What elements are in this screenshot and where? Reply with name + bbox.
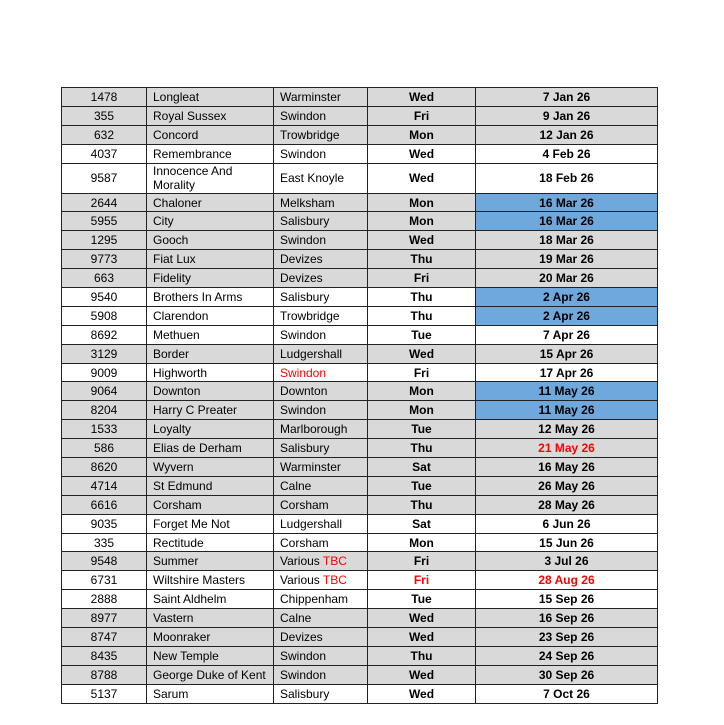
- lodge-number-cell: 9548: [62, 552, 147, 571]
- meeting-date-cell: 7 Apr 26: [476, 325, 658, 344]
- town-cell: [274, 476, 368, 495]
- table-row: [62, 212, 658, 231]
- lodge-name-cell: City: [147, 212, 274, 231]
- town-tbc-note: TBC: [322, 573, 347, 588]
- town-name: Swindon: [280, 108, 327, 123]
- meeting-day-cell: Fri: [368, 363, 476, 382]
- table-row: [62, 552, 658, 571]
- meeting-day-cell: Thu: [368, 306, 476, 325]
- table-row: [62, 193, 658, 212]
- meeting-day-cell: Wed: [368, 88, 476, 107]
- town-cell: [274, 144, 368, 163]
- town-cell: [274, 88, 368, 107]
- meeting-schedule-table: [61, 87, 658, 704]
- town-name: East Knoyle: [280, 171, 345, 186]
- meeting-date-cell: 16 Sep 26: [476, 609, 658, 628]
- town-cell: [274, 344, 368, 363]
- meeting-date-cell: 7 Jan 26: [476, 88, 658, 107]
- town-cell: [274, 306, 368, 325]
- schedule-rows: [62, 88, 658, 704]
- lodge-name-cell: Corsham: [147, 495, 274, 514]
- town-cell: [274, 382, 368, 401]
- lodge-name-cell: Longleat: [147, 88, 274, 107]
- lodge-number-cell: 9035: [62, 514, 147, 533]
- meeting-day-cell: Thu: [368, 646, 476, 665]
- meeting-date-cell: 15 Jun 26: [476, 533, 658, 552]
- meeting-date-cell: 16 Mar 26: [476, 212, 658, 231]
- meeting-date-cell: 20 Mar 26: [476, 269, 658, 288]
- lodge-number-cell: 4714: [62, 476, 147, 495]
- lodge-name-cell: Gooch: [147, 231, 274, 250]
- meeting-day-cell: Fri: [368, 106, 476, 125]
- town-name: Swindon: [280, 327, 327, 342]
- meeting-date-cell: 3 Jul 26: [476, 552, 658, 571]
- town-cell: [274, 514, 368, 533]
- meeting-date-cell: 17 Apr 26: [476, 363, 658, 382]
- table-row: [62, 325, 658, 344]
- meeting-day-cell: Wed: [368, 628, 476, 647]
- lodge-name-cell: Brothers In Arms: [147, 288, 274, 307]
- lodge-number-cell: 335: [62, 533, 147, 552]
- meeting-day-cell: Wed: [368, 344, 476, 363]
- lodge-name-cell: Harry C Preater: [147, 401, 274, 420]
- town-name: Ludgershall: [280, 346, 343, 361]
- town-name: Ludgershall: [280, 516, 343, 531]
- town-cell: [274, 269, 368, 288]
- meeting-day-cell: Fri: [368, 552, 476, 571]
- table-row: [62, 684, 658, 703]
- table-row: [62, 106, 658, 125]
- table-row: [62, 665, 658, 684]
- town-name: Various: [280, 573, 320, 588]
- meeting-date-cell: 28 Aug 26: [476, 571, 658, 590]
- town-cell: [274, 684, 368, 703]
- town-name: Marlborough: [280, 422, 348, 437]
- town-name: Corsham: [280, 497, 329, 512]
- town-cell: [274, 325, 368, 344]
- lodge-name-cell: Methuen: [147, 325, 274, 344]
- lodge-number-cell: 1478: [62, 88, 147, 107]
- lodge-number-cell: 9773: [62, 250, 147, 269]
- meeting-day-cell: Wed: [368, 231, 476, 250]
- town-cell: [274, 439, 368, 458]
- lodge-name-cell: Fiat Lux: [147, 250, 274, 269]
- meeting-date-cell: 4 Feb 26: [476, 144, 658, 163]
- lodge-name-cell: Concord: [147, 125, 274, 144]
- meeting-date-cell: 18 Mar 26: [476, 231, 658, 250]
- lodge-number-cell: 663: [62, 269, 147, 288]
- town-name: Calne: [280, 611, 312, 626]
- table-row: [62, 288, 658, 307]
- meeting-day-cell: Thu: [368, 288, 476, 307]
- table-row: [62, 646, 658, 665]
- town-cell: [274, 628, 368, 647]
- lodge-number-cell: 9587: [62, 163, 147, 193]
- lodge-number-cell: 2644: [62, 193, 147, 212]
- lodge-number-cell: 1533: [62, 420, 147, 439]
- town-name: Swindon: [280, 233, 327, 248]
- meeting-day-cell: Wed: [368, 684, 476, 703]
- table-row: [62, 514, 658, 533]
- town-name: Devizes: [280, 271, 323, 286]
- town-name: Swindon: [280, 365, 327, 380]
- town-cell: [274, 609, 368, 628]
- town-cell: [274, 288, 368, 307]
- lodge-number-cell: 9009: [62, 363, 147, 382]
- meeting-date-cell: 30 Sep 26: [476, 665, 658, 684]
- lodge-number-cell: 9064: [62, 382, 147, 401]
- table-row: [62, 420, 658, 439]
- lodge-name-cell: Downton: [147, 382, 274, 401]
- town-name: Salisbury: [280, 289, 330, 304]
- lodge-name-cell: Rectitude: [147, 533, 274, 552]
- table-row: [62, 306, 658, 325]
- meeting-day-cell: Wed: [368, 163, 476, 193]
- lodge-number-cell: 632: [62, 125, 147, 144]
- town-name: Devizes: [280, 252, 323, 267]
- town-name: Corsham: [280, 535, 329, 550]
- meeting-date-cell: 6 Jun 26: [476, 514, 658, 533]
- table-row: [62, 269, 658, 288]
- lodge-name-cell: Sarum: [147, 684, 274, 703]
- lodge-name-cell: Remembrance: [147, 144, 274, 163]
- lodge-name-cell: Innocence And Morality: [147, 163, 274, 193]
- lodge-number-cell: 2888: [62, 590, 147, 609]
- town-cell: [274, 401, 368, 420]
- meeting-date-cell: 15 Apr 26: [476, 344, 658, 363]
- table-row: [62, 250, 658, 269]
- table-row: [62, 163, 658, 193]
- meeting-day-cell: Tue: [368, 325, 476, 344]
- town-cell: [274, 552, 368, 571]
- meeting-day-cell: Mon: [368, 212, 476, 231]
- lodge-number-cell: 8788: [62, 665, 147, 684]
- town-cell: [274, 212, 368, 231]
- meeting-day-cell: Wed: [368, 144, 476, 163]
- table-row: [62, 125, 658, 144]
- meeting-day-cell: Mon: [368, 193, 476, 212]
- town-name: Swindon: [280, 667, 327, 682]
- lodge-name-cell: Moonraker: [147, 628, 274, 647]
- meeting-date-cell: 12 May 26: [476, 420, 658, 439]
- town-cell: [274, 231, 368, 250]
- lodge-number-cell: 586: [62, 439, 147, 458]
- town-cell: [274, 571, 368, 590]
- town-name: Swindon: [280, 648, 327, 663]
- lodge-name-cell: Loyalty: [147, 420, 274, 439]
- town-cell: [274, 106, 368, 125]
- town-name: Trowbridge: [280, 308, 340, 323]
- lodge-name-cell: Wiltshire Masters: [147, 571, 274, 590]
- meeting-day-cell: Thu: [368, 439, 476, 458]
- table-row: [62, 590, 658, 609]
- lodge-name-cell: Clarendon: [147, 306, 274, 325]
- table-row: [62, 476, 658, 495]
- meeting-day-cell: Sat: [368, 458, 476, 477]
- table-row: [62, 533, 658, 552]
- town-name: Swindon: [280, 403, 327, 418]
- lodge-number-cell: 5137: [62, 684, 147, 703]
- town-name: Devizes: [280, 629, 323, 644]
- lodge-number-cell: 8692: [62, 325, 147, 344]
- table-row: [62, 344, 658, 363]
- meeting-date-cell: 9 Jan 26: [476, 106, 658, 125]
- meeting-date-cell: 2 Apr 26: [476, 306, 658, 325]
- meeting-day-cell: Mon: [368, 533, 476, 552]
- meeting-day-cell: Tue: [368, 476, 476, 495]
- town-cell: [274, 363, 368, 382]
- meeting-day-cell: Wed: [368, 665, 476, 684]
- lodge-number-cell: 8747: [62, 628, 147, 647]
- town-cell: [274, 665, 368, 684]
- lodge-name-cell: Vastern: [147, 609, 274, 628]
- meeting-date-cell: 16 May 26: [476, 458, 658, 477]
- lodge-number-cell: 8435: [62, 646, 147, 665]
- meeting-date-cell: 11 May 26: [476, 401, 658, 420]
- table-row: [62, 363, 658, 382]
- meeting-day-cell: Tue: [368, 420, 476, 439]
- town-cell: [274, 533, 368, 552]
- lodge-name-cell: New Temple: [147, 646, 274, 665]
- town-cell: [274, 420, 368, 439]
- town-name: Trowbridge: [280, 127, 340, 142]
- meeting-date-cell: 21 May 26: [476, 439, 658, 458]
- meeting-date-cell: 24 Sep 26: [476, 646, 658, 665]
- table-row: [62, 382, 658, 401]
- town-cell: [274, 163, 368, 193]
- town-name: Salisbury: [280, 441, 330, 456]
- meeting-date-cell: 12 Jan 26: [476, 125, 658, 144]
- lodge-number-cell: 8204: [62, 401, 147, 420]
- town-name: Swindon: [280, 146, 327, 161]
- lodge-number-cell: 3129: [62, 344, 147, 363]
- table-row: [62, 628, 658, 647]
- lodge-number-cell: 355: [62, 106, 147, 125]
- meeting-date-cell: 16 Mar 26: [476, 193, 658, 212]
- town-name: Warminster: [280, 89, 341, 104]
- meeting-date-cell: 15 Sep 26: [476, 590, 658, 609]
- town-tbc-note: TBC: [322, 554, 347, 569]
- lodge-number-cell: 5955: [62, 212, 147, 231]
- lodge-name-cell: George Duke of Kent: [147, 665, 274, 684]
- meeting-day-cell: Fri: [368, 269, 476, 288]
- lodge-number-cell: 8977: [62, 609, 147, 628]
- town-cell: [274, 250, 368, 269]
- meeting-day-cell: Thu: [368, 250, 476, 269]
- meeting-date-cell: 23 Sep 26: [476, 628, 658, 647]
- town-name: Melksham: [280, 195, 335, 210]
- meeting-day-cell: Wed: [368, 609, 476, 628]
- table-row: [62, 144, 658, 163]
- town-name: Salisbury: [280, 214, 330, 229]
- lodge-number-cell: 4037: [62, 144, 147, 163]
- meeting-date-cell: 18 Feb 26: [476, 163, 658, 193]
- lodge-number-cell: 6731: [62, 571, 147, 590]
- table-row: [62, 401, 658, 420]
- meeting-day-cell: Fri: [368, 571, 476, 590]
- town-cell: [274, 646, 368, 665]
- town-name: Warminster: [280, 459, 341, 474]
- meeting-date-cell: 28 May 26: [476, 495, 658, 514]
- lodge-name-cell: Royal Sussex: [147, 106, 274, 125]
- table-row: [62, 231, 658, 250]
- lodge-name-cell: Elias de Derham: [147, 439, 274, 458]
- town-cell: [274, 458, 368, 477]
- table-row: [62, 609, 658, 628]
- table-row: [62, 439, 658, 458]
- table-row: [62, 88, 658, 107]
- table-row: [62, 458, 658, 477]
- town-name: Salisbury: [280, 686, 330, 701]
- meeting-day-cell: Mon: [368, 125, 476, 144]
- table-row: [62, 571, 658, 590]
- meeting-date-cell: 7 Oct 26: [476, 684, 658, 703]
- lodge-name-cell: Forget Me Not: [147, 514, 274, 533]
- meeting-date-cell: 26 May 26: [476, 476, 658, 495]
- lodge-number-cell: 5908: [62, 306, 147, 325]
- lodge-number-cell: 9540: [62, 288, 147, 307]
- lodge-number-cell: 1295: [62, 231, 147, 250]
- lodge-name-cell: Saint Aldhelm: [147, 590, 274, 609]
- lodge-number-cell: 8620: [62, 458, 147, 477]
- lodge-number-cell: 6616: [62, 495, 147, 514]
- lodge-name-cell: Fidelity: [147, 269, 274, 288]
- lodge-name-cell: Summer: [147, 552, 274, 571]
- town-cell: [274, 495, 368, 514]
- lodge-name-cell: Chaloner: [147, 193, 274, 212]
- lodge-name-cell: Highworth: [147, 363, 274, 382]
- lodge-name-cell: St Edmund: [147, 476, 274, 495]
- table-row: [62, 495, 658, 514]
- meeting-day-cell: Sat: [368, 514, 476, 533]
- meeting-date-cell: 19 Mar 26: [476, 250, 658, 269]
- lodge-name-cell: Wyvern: [147, 458, 274, 477]
- meeting-day-cell: Thu: [368, 495, 476, 514]
- meeting-date-cell: 2 Apr 26: [476, 288, 658, 307]
- town-cell: [274, 193, 368, 212]
- town-name: Various: [280, 554, 320, 569]
- meeting-day-cell: Mon: [368, 382, 476, 401]
- meeting-day-cell: Tue: [368, 590, 476, 609]
- meeting-date-cell: 11 May 26: [476, 382, 658, 401]
- town-name: Downton: [280, 384, 328, 399]
- town-name: Calne: [280, 478, 312, 493]
- lodge-name-cell: Border: [147, 344, 274, 363]
- town-name: Chippenham: [280, 592, 349, 607]
- town-cell: [274, 125, 368, 144]
- town-cell: [274, 590, 368, 609]
- meeting-day-cell: Mon: [368, 401, 476, 420]
